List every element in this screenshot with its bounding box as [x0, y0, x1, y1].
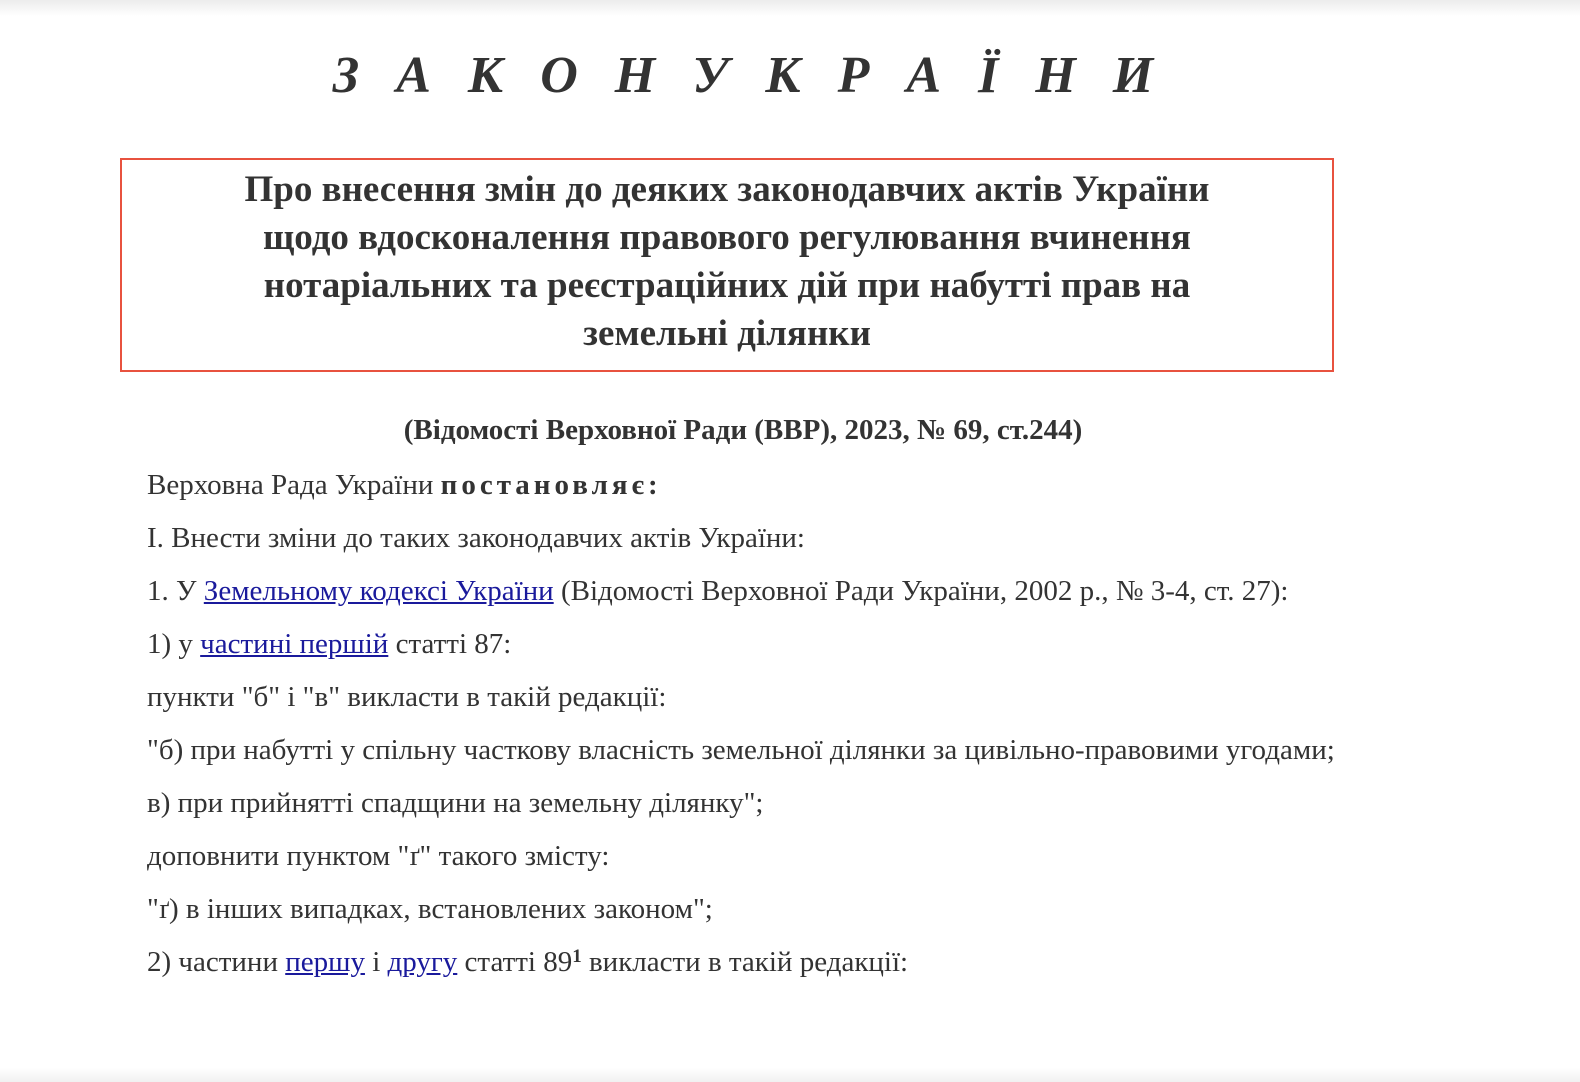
part-one-link[interactable]: частині першій: [200, 628, 389, 660]
second-part-link[interactable]: другу: [387, 946, 458, 978]
paragraph-subitem-2: [88, 947, 1398, 977]
law-title-line-3: нотаріальних та реєстраційних дій при набутті прав на: [263, 265, 1191, 306]
decree-keyword: постановляє:: [440, 469, 662, 501]
publication-source: (Відомості Верховної Ради (ВВР), 2023, № 69, ст.244): [403, 414, 1083, 446]
land-code-link[interactable]: Земельному кодексі України: [203, 575, 554, 607]
paragraph-point-g: "ґ) в інших випадках, встановлених законом";: [147, 893, 713, 925]
subitem-2-prefix: 2) частини: [147, 946, 286, 978]
paragraph-point-b: "б) при набутті у спільну часткову власність земельної ділянки за цивільно-правовими угодами;: [147, 734, 1335, 766]
paragraph-decree: [88, 470, 1398, 500]
item-1-suffix: (Відомості Верховної Ради України, 2002 р., № 3-4, ст. 27):: [553, 575, 1289, 607]
article-superscript: 1: [572, 946, 582, 967]
subitem-2-middle: і: [364, 946, 388, 978]
subitem-1-suffix: статті 87:: [388, 628, 512, 660]
subitem-2-article: статті 89: [457, 946, 573, 978]
decree-text: Верховна Рада України: [147, 469, 441, 501]
paragraph-add-point: доповнити пунктом "ґ" такого змісту:: [147, 840, 610, 872]
law-heading: З А К О Н У К Р А Ї Н И: [332, 47, 1166, 104]
paragraph-points: пункти "б" і "в" викласти в такій редакції:: [147, 681, 667, 713]
first-part-link[interactable]: першу: [285, 946, 365, 978]
subitem-2-suffix: викласти в такій редакції:: [581, 946, 909, 978]
bottom-edge-shadow: [0, 1068, 1580, 1082]
law-title-box: [120, 158, 1334, 372]
paragraph-item-1: [88, 576, 1398, 606]
law-document: [88, 0, 1398, 977]
subitem-1-prefix: 1) у: [147, 628, 201, 660]
law-title-line-4: земельні ділянки: [583, 313, 871, 354]
law-title-line-1: Про внесення змін до деяких законодавчих актів України: [244, 169, 1210, 210]
paragraph-subitem-1: [88, 629, 1398, 659]
item-1-prefix: 1. У: [147, 575, 204, 607]
law-title-line-2: щодо вдосконалення правового регулювання вчинення: [263, 217, 1191, 258]
paragraph-section-1: І. Внести зміни до таких законодавчих актів України:: [147, 522, 805, 554]
paragraph-point-v: в) при прийнятті спадщини на земельну ділянку";: [147, 787, 764, 819]
